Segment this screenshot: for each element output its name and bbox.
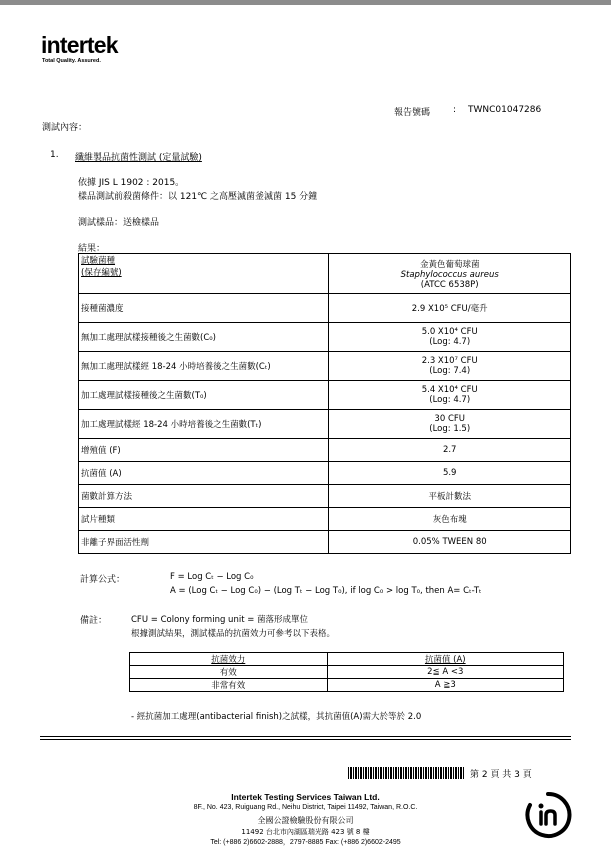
- formula-line-2: A = (Log Cₜ − Log C₀) − (Log Tₜ − Log T₀), if log C₀ > log T₀, then A= Cₜ-Tₜ: [170, 586, 482, 596]
- table-row: [79, 508, 571, 531]
- efficacy-table: [129, 652, 564, 692]
- efficacy-col-header: 抗菌效力: [130, 653, 328, 666]
- header-right-1: 金黃色葡萄球菌: [419, 259, 480, 270]
- report-no-label: 報告號碼: [394, 108, 431, 118]
- item-title: 纖維製品抗菌性測試 (定量試驗): [75, 153, 202, 163]
- row-value-2: (Log: 4.7): [429, 337, 471, 347]
- formula-line-1: F = Log Cₜ − Log C₀: [170, 572, 254, 582]
- notes-label: 備註：: [80, 616, 108, 626]
- row-label: 非離子界面活性劑: [79, 531, 329, 554]
- row-label: 增殖值 (F): [79, 439, 329, 462]
- report-no-sep: :: [453, 105, 457, 115]
- row-value: 平板計數法: [329, 485, 571, 508]
- row-label: 菌數計算方法: [79, 485, 329, 508]
- row-value: 5.9: [329, 462, 571, 485]
- row-value: 灰色布塊: [329, 508, 571, 531]
- report-no: TWNC01047286: [468, 105, 542, 115]
- table-row: [130, 666, 564, 679]
- table-row: [79, 462, 571, 485]
- table-row: [79, 323, 571, 352]
- row-label: 試片種類: [79, 508, 329, 531]
- row-value-2: (Log: 4.7): [429, 395, 471, 405]
- row-label: 加工處理試樣接種後之生菌數(T₀): [79, 381, 329, 410]
- header-left-1: 試驗菌種: [81, 256, 116, 266]
- table-row: [79, 531, 571, 554]
- footer-address: 8F., No. 423, Ruiguang Rd., Neihu District, Taipei 11492, Taiwan, R.O.C.: [193, 804, 418, 811]
- footer-company-zh: 全國公證檢驗股份有限公司: [257, 816, 354, 825]
- row-value-1: 30 CFU: [434, 414, 465, 424]
- header-left-cell: [79, 254, 329, 294]
- top-bar: [0, 0, 611, 5]
- row-label: 加工處理試樣經 18-24 小時培養後之生菌數(Tₜ): [79, 410, 329, 439]
- footer-company: Intertek Testing Services Taiwan Ltd.: [231, 792, 380, 802]
- table-row: [79, 294, 571, 323]
- barcode: [348, 767, 465, 779]
- row-label: 接種菌濃度: [79, 294, 329, 323]
- header-left-2: (保存編號): [81, 268, 122, 278]
- efficacy-cell: 有效: [130, 666, 328, 679]
- table-row: [79, 352, 571, 381]
- table-row: [79, 439, 571, 462]
- page-indicator: 第 2 頁 共 3 頁: [470, 770, 532, 780]
- header-right-cell: [329, 254, 571, 294]
- results-header-row: [79, 254, 571, 294]
- row-value-2: (Log: 7.4): [429, 366, 471, 376]
- value-col-header: 抗菌值 (A): [327, 653, 563, 666]
- footer-rule-1: [40, 736, 571, 737]
- efficacy-cell: 非常有效: [130, 679, 328, 692]
- value-cell: A ≧3: [327, 679, 563, 692]
- table-row: [130, 679, 564, 692]
- formula-label: 計算公式：: [80, 575, 126, 585]
- row-label: 無加工處理試樣接種後之生菌數(C₀): [79, 323, 329, 352]
- row-value-1: 2.3 X10⁷ CFU: [421, 356, 478, 366]
- intertek-logo: intertek: [41, 32, 118, 58]
- row-value: [329, 294, 571, 323]
- notes-line-1: CFU = Colony forming unit = 菌落形成單位: [131, 615, 309, 625]
- standard-text: 依據 JIS L 1902 : 2015。: [78, 178, 185, 188]
- sterilization-text: 樣品測試前殺菌條件：以 121℃ 之高壓滅菌釜滅菌 15 分鐘: [78, 192, 318, 202]
- notes-line-2: 根據測試結果，測試樣品的抗菌效力可參考以下表格。: [131, 629, 336, 639]
- sample-text: 測試樣品：送檢樣品: [78, 218, 160, 228]
- footer-phone: Tel: (+886 2)6602-2888，2797-8885 Fax: (+886 2)6602-2495: [210, 839, 401, 846]
- intertek-circle-logo-icon: [524, 791, 572, 839]
- table-row: [79, 381, 571, 410]
- footer-address-zh: 11492 台北市內湖區瑞光路 423 號 8 樓: [241, 828, 370, 836]
- header-right-3: (ATCC 6538P): [420, 279, 479, 290]
- row-value: [329, 381, 571, 410]
- result-label: 結果：: [78, 244, 106, 254]
- logo-tagline: Total Quality. Assured.: [42, 58, 101, 64]
- remark-text: - 經抗菌加工處理(antibacterial finish)之試樣，其抗菌值(A)需大於等於 2.0: [131, 712, 422, 722]
- row-value-2: (Log: 1.5): [429, 424, 471, 434]
- row-value-1: 5.4 X10⁴ CFU: [421, 385, 478, 395]
- header-right-2: Staphylococcus aureus: [400, 269, 499, 280]
- section-label: 測試內容：: [42, 123, 88, 133]
- row-value-1: 2.9 X10⁵ CFU/毫升: [411, 304, 488, 314]
- row-value: 0.05% TWEEN 80: [329, 531, 571, 554]
- value-cell: 2≦ A <3: [327, 666, 563, 679]
- row-label: 抗菌值 (A): [79, 462, 329, 485]
- row-value: [329, 352, 571, 381]
- table-row: [79, 410, 571, 439]
- row-label: 無加工處理試樣經 18-24 小時培養後之生菌數(Cₜ): [79, 352, 329, 381]
- row-value: [329, 410, 571, 439]
- row-value-1: 5.0 X10⁴ CFU: [421, 327, 478, 337]
- row-value: 2.7: [329, 439, 571, 462]
- table-row: [79, 485, 571, 508]
- footer-rule-2: [40, 739, 571, 740]
- item-number: 1.: [50, 150, 59, 160]
- results-table: [78, 253, 571, 554]
- row-value: [329, 323, 571, 352]
- efficacy-header-row: [130, 653, 564, 666]
